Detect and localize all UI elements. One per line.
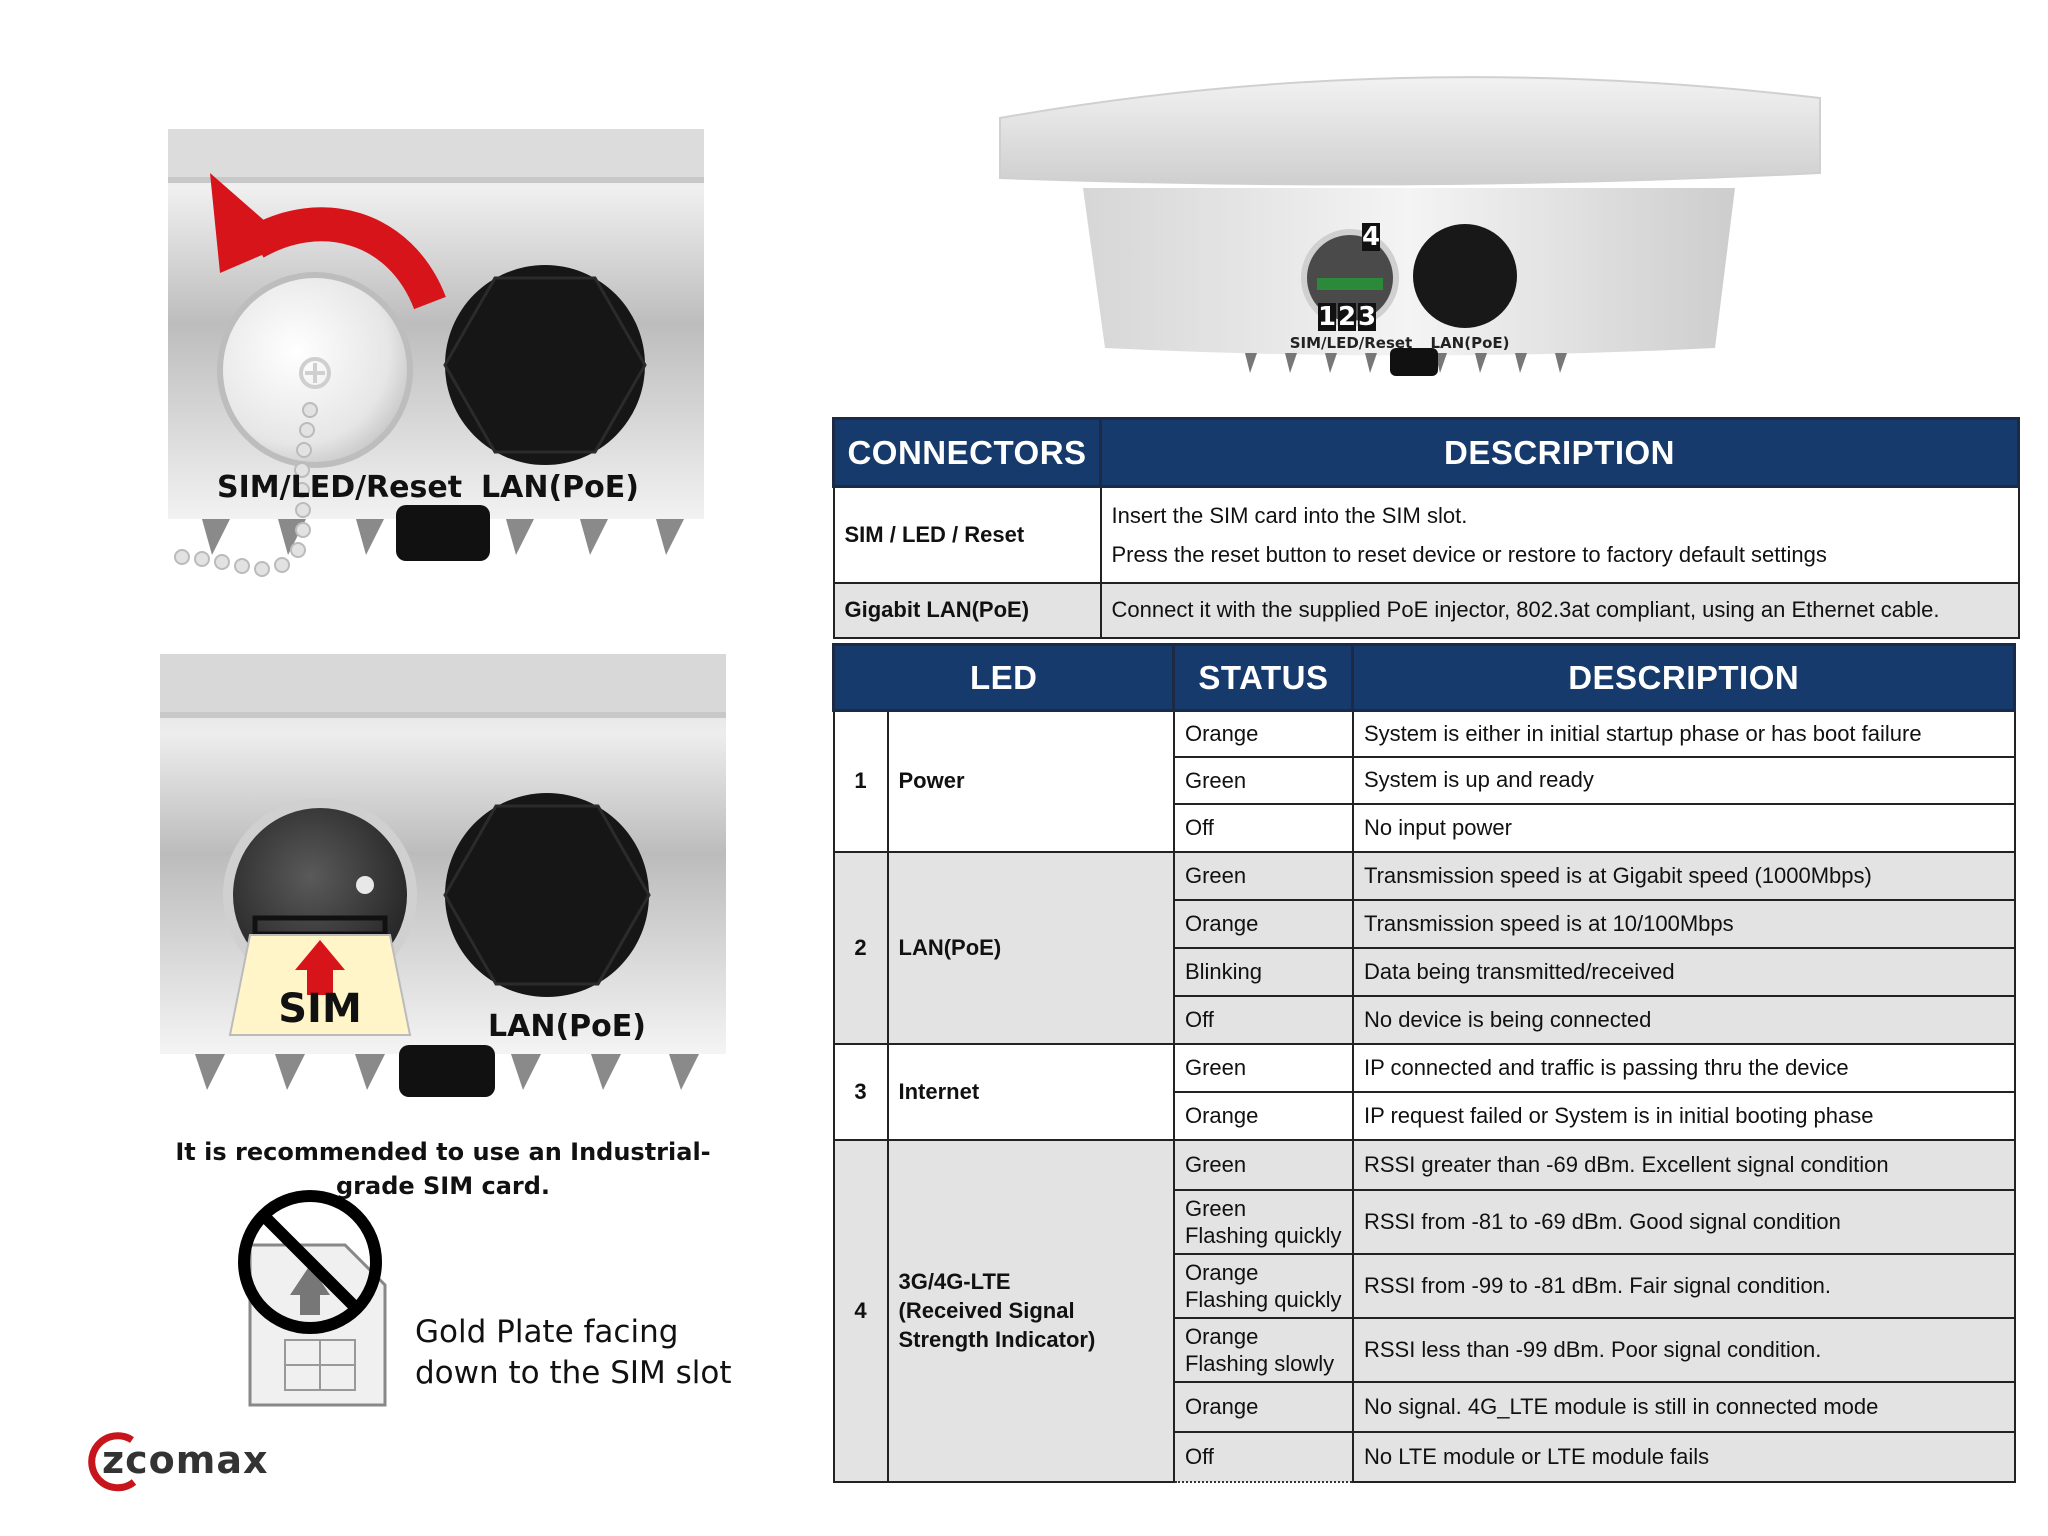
callout-4: 4 xyxy=(1361,222,1381,252)
led-number-3: 3 xyxy=(834,1044,888,1140)
header-led: LED xyxy=(834,645,1174,711)
gold-plate-instruction xyxy=(415,1312,735,1394)
led-number-4: 4 xyxy=(834,1140,888,1482)
sim-desc-line-1: Insert the SIM card into the SIM slot. xyxy=(1111,502,1468,528)
lte-name-line-3: Strength Indicator) xyxy=(898,1327,1096,1352)
sim-insertion-illustration xyxy=(155,650,735,1110)
description-cell: RSSI from -99 to -81 dBm. Fair signal condition. xyxy=(1353,1254,2015,1318)
label-sim-led-reset: SIM/LED/Reset xyxy=(217,470,463,505)
header-connectors: CONNECTORS xyxy=(834,419,1101,487)
status-cell: Off xyxy=(1174,804,1353,852)
description-cell: No signal. 4G_LTE module is still in connected mode xyxy=(1353,1382,2015,1432)
description-cell: Transmission speed is at 10/100Mbps xyxy=(1353,900,2015,948)
led-number-2: 2 xyxy=(834,852,888,1044)
description-cell: System is either in initial startup phase or has boot failure xyxy=(1353,711,2015,757)
led-name-internet: Internet xyxy=(888,1044,1174,1140)
status-line-2: Flashing quickly xyxy=(1184,1222,1342,1248)
device-label-lan: LAN(PoE) xyxy=(1430,334,1510,352)
callout-1: 1 xyxy=(1317,302,1337,332)
status-cell: Orange xyxy=(1174,1382,1353,1432)
label-sim-card: SIM xyxy=(278,986,362,1032)
device-bottom-view-illustration xyxy=(995,58,1825,388)
description-cell: IP request failed or System is in initial booting phase xyxy=(1353,1092,2015,1140)
table-row xyxy=(834,1140,2015,1190)
callout-2: 2 xyxy=(1337,302,1357,332)
description-cell: No LTE module or LTE module fails xyxy=(1353,1432,2015,1482)
led-name-lte xyxy=(888,1140,1174,1482)
lte-name-line-1: 3G/4G-LTE xyxy=(898,1269,1011,1294)
lte-name-line-2: (Received Signal xyxy=(898,1298,1075,1323)
gold-plate-line-2: down to the SIM slot xyxy=(415,1355,732,1391)
label-lan-poe-2: LAN(PoE) xyxy=(488,1009,646,1044)
status-cell: Off xyxy=(1174,996,1353,1044)
table-row xyxy=(834,1044,2015,1092)
led-name-lan: LAN(PoE) xyxy=(888,852,1174,1044)
status-cell: Orange xyxy=(1174,711,1353,757)
status-line-1: Orange xyxy=(1184,1323,1259,1349)
table-row xyxy=(834,583,2019,638)
description-cell: Transmission speed is at Gigabit speed (1000Mbps) xyxy=(1353,852,2015,900)
connectors-table xyxy=(832,417,2020,639)
zcomax-logo xyxy=(82,1430,269,1500)
status-cell: Blinking xyxy=(1174,948,1353,996)
status-cell: Green xyxy=(1174,1140,1353,1190)
table-row xyxy=(834,711,2015,757)
led-number-1: 1 xyxy=(834,711,888,852)
status-line-1: Green xyxy=(1184,1195,1247,1221)
table-row xyxy=(834,487,2019,583)
description-cell: No input power xyxy=(1353,804,2015,852)
status-line-1: Orange xyxy=(1184,1259,1259,1285)
status-cell xyxy=(1174,1318,1353,1382)
led-name-power: Power xyxy=(888,711,1174,852)
sim-cap-removal-illustration xyxy=(160,125,720,605)
description-cell: RSSI greater than -69 dBm. Excellent signal condition xyxy=(1353,1140,2015,1190)
description-cell: System is up and ready xyxy=(1353,757,2015,804)
connector-sim: SIM / LED / Reset xyxy=(834,487,1101,583)
description-cell: RSSI from -81 to -69 dBm. Good signal condition xyxy=(1353,1190,2015,1254)
header-description: DESCRIPTION xyxy=(1101,419,2019,487)
header-led-description: DESCRIPTION xyxy=(1353,645,2015,711)
status-line-2: Flashing slowly xyxy=(1184,1350,1335,1376)
description-cell: IP connected and traffic is passing thru the device xyxy=(1353,1044,2015,1092)
status-cell: Off xyxy=(1174,1432,1353,1482)
status-cell xyxy=(1174,1190,1353,1254)
status-cell: Orange xyxy=(1174,1092,1353,1140)
description-cell: Data being transmitted/received xyxy=(1353,948,2015,996)
status-cell: Green xyxy=(1174,1044,1353,1092)
description-cell: No device is being connected xyxy=(1353,996,2015,1044)
led-table xyxy=(832,643,2016,1483)
status-cell: Green xyxy=(1174,757,1353,804)
connector-lan-description: Connect it with the supplied PoE injector, 802.3at compliant, using an Ethernet cable. xyxy=(1101,583,2019,638)
sim-desc-line-2: Press the reset button to reset device or restore to factory default settings xyxy=(1111,541,1827,567)
gold-plate-line-1: Gold Plate facing xyxy=(415,1314,679,1350)
status-line-2: Flashing quickly xyxy=(1184,1286,1342,1312)
connector-lan: Gigabit LAN(PoE) xyxy=(834,583,1101,638)
status-cell: Green xyxy=(1174,852,1353,900)
table-row xyxy=(834,852,2015,900)
no-sim-upside-icon xyxy=(235,1190,395,1410)
logo-text: zcomax xyxy=(102,1438,269,1482)
device-label-sim: SIM/LED/Reset xyxy=(1289,334,1413,352)
industrial-sim-note: It is recommended to use an Industrial-grade SIM card. xyxy=(175,1138,711,1200)
callout-3: 3 xyxy=(1357,302,1377,332)
status-cell xyxy=(1174,1254,1353,1318)
status-cell: Orange xyxy=(1174,900,1353,948)
label-lan-poe: LAN(PoE) xyxy=(481,470,639,505)
connector-sim-description xyxy=(1101,487,2019,583)
header-status: STATUS xyxy=(1174,645,1353,711)
description-cell: RSSI less than -99 dBm. Poor signal condition. xyxy=(1353,1318,2015,1382)
